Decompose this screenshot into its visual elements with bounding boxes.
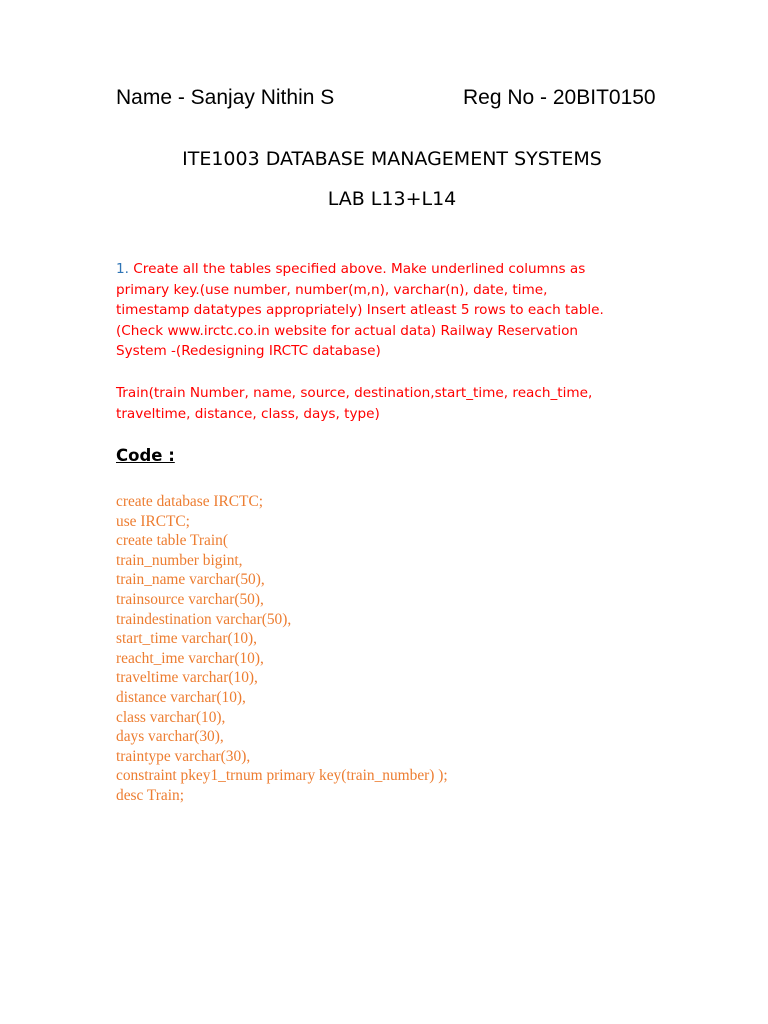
code-block (116, 492, 676, 806)
lab-title: LAB L13+L14 (327, 188, 457, 210)
code-line: distance varchar(10), (116, 688, 246, 706)
question-line (116, 259, 676, 280)
code-line: constraint pkey1_trnum primary key(train_number) ); (116, 767, 448, 785)
code-line: traindestination varchar(50), (116, 610, 292, 628)
question-number: 1. (116, 261, 129, 277)
question-text (116, 259, 676, 362)
code-line: train_name varchar(50), (116, 571, 265, 589)
code-line: create database IRCTC; (116, 493, 264, 510)
code-heading: Code : (116, 446, 175, 465)
schema-line: traveltime, distance, class, days, type) (116, 405, 380, 422)
code-line: class varchar(10), (116, 708, 226, 726)
code-line: traintype varchar(30), (116, 747, 251, 765)
code-line: days varchar(30), (116, 728, 224, 746)
code-line: start_time varchar(10), (116, 630, 258, 648)
question-line: System -(Redesigning IRCTC database) (116, 343, 381, 359)
code-line: use IRCTC; (116, 512, 190, 530)
question-line: timestamp datatypes appropriately) Insert atleast 5 rows to each table. (116, 302, 604, 318)
question-line: primary key.(use number, number(m,n), varchar(n), date, time, (116, 281, 548, 298)
code-line: desc Train; (116, 786, 184, 804)
code-line: traveltime varchar(10), (116, 669, 258, 687)
registration-number: Reg No - 20BIT0150 (463, 86, 656, 109)
code-line: train_number bigint, (116, 551, 243, 569)
student-header (116, 86, 676, 116)
question-line: (Check www.irctc.co.in website for actual data) Railway Reservation (116, 322, 579, 339)
train-schema (116, 383, 676, 424)
course-title: ITE1003 DATABASE MANAGEMENT SYSTEMS (182, 148, 602, 170)
code-line: create table Train( (116, 532, 228, 550)
question-line-text: Create all the tables specified above. Make underlined columns as (128, 261, 586, 277)
code-line: reacht_ime varchar(10), (116, 649, 264, 667)
schema-line: Train(train Number, name, source, destination,start_time, reach_time, (116, 385, 593, 401)
code-line: trainsource varchar(50), (116, 590, 264, 608)
student-name: Name - Sanjay Nithin S (116, 86, 335, 109)
